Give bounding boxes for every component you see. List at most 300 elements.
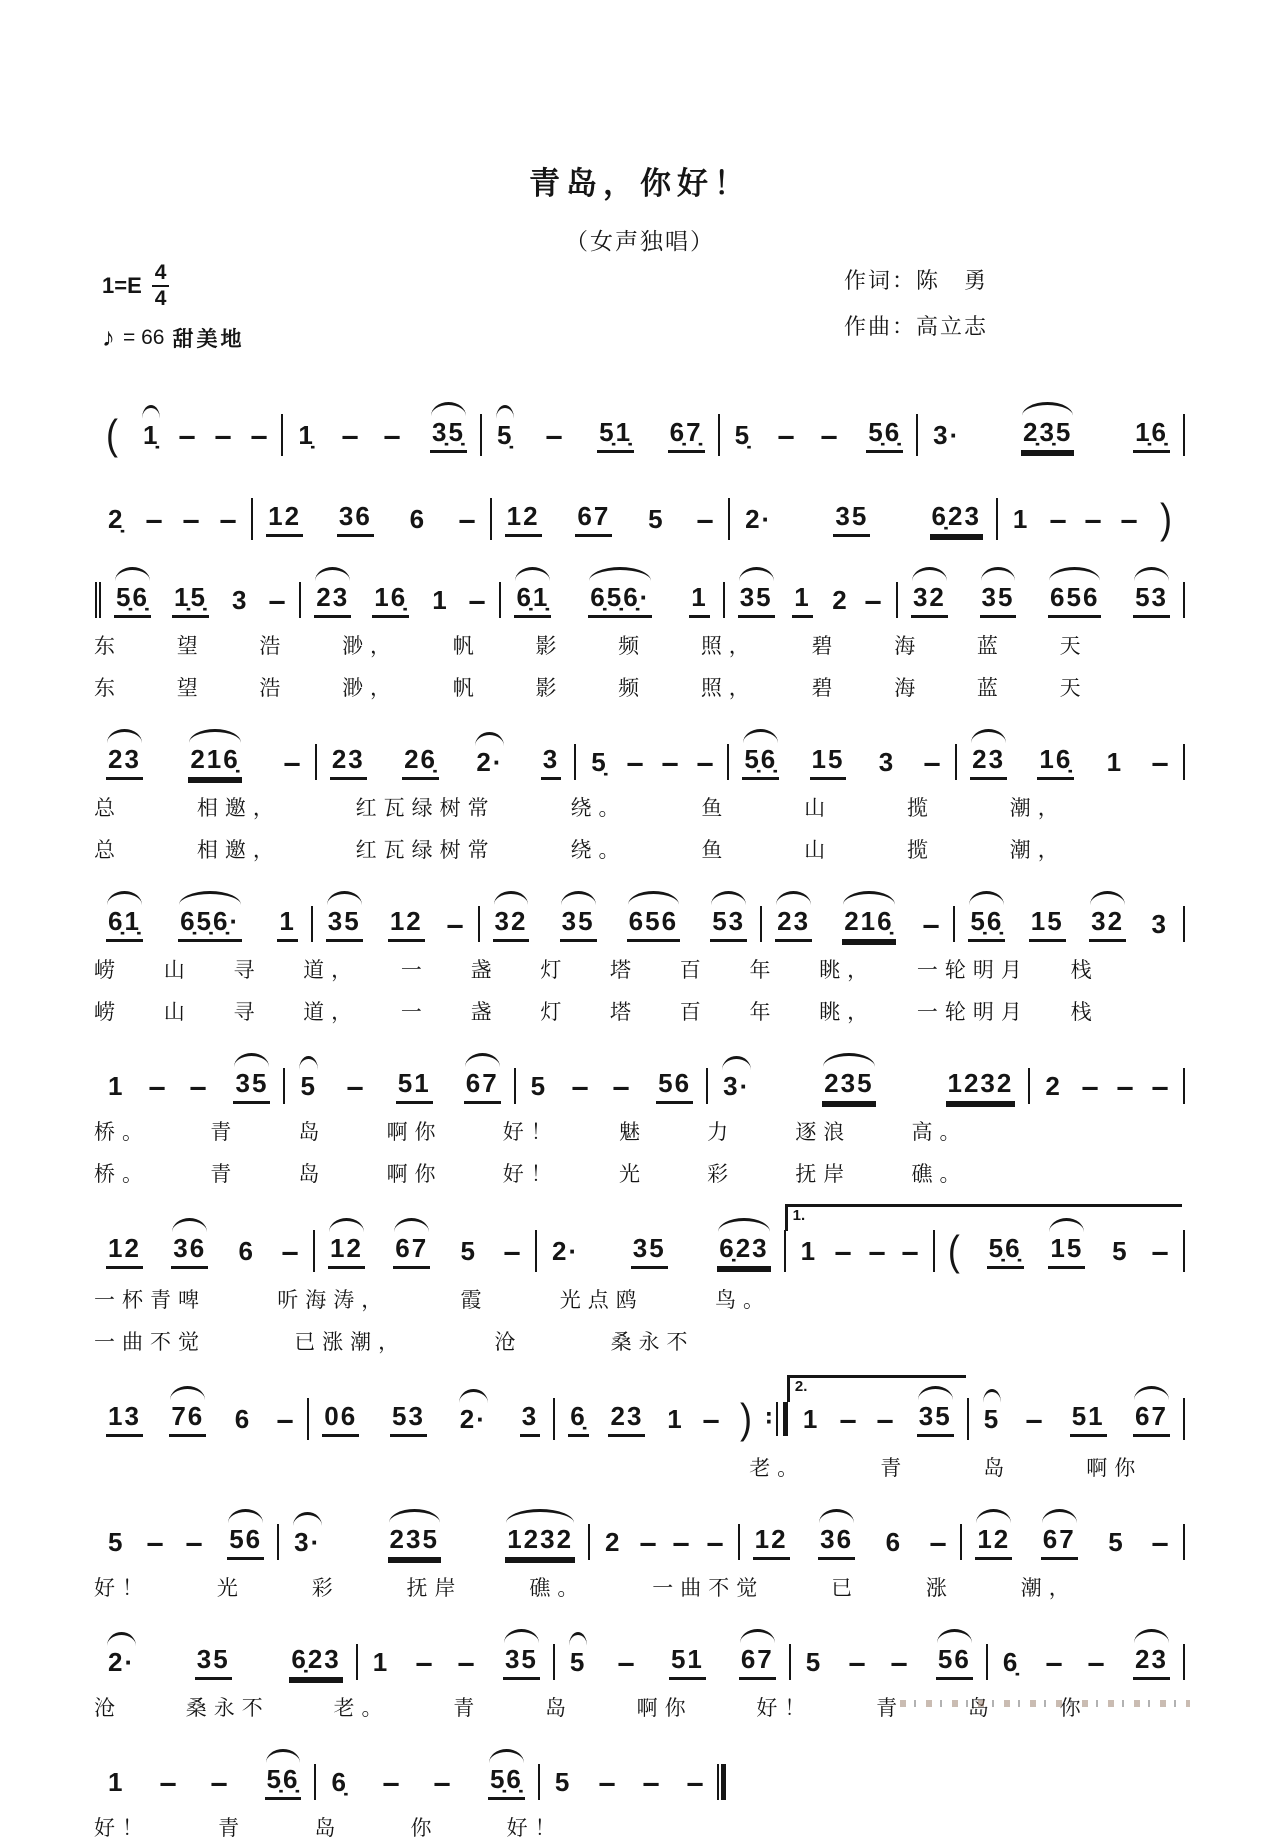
dash-note: - xyxy=(432,1766,457,1797)
volta-bracket xyxy=(787,1207,1182,1274)
note-group: 1̣5̣ xyxy=(172,582,209,618)
dash-note: - xyxy=(1079,1070,1105,1101)
measure xyxy=(94,906,310,942)
note-group: 53 xyxy=(390,1401,427,1437)
lyric-token: 灯 xyxy=(540,1001,569,1024)
note-group: 1 xyxy=(792,582,812,618)
lyric-token: 彩 xyxy=(707,1163,736,1186)
note-group: 2· xyxy=(552,1235,580,1266)
note-group: 5 xyxy=(460,1235,478,1266)
music-system xyxy=(94,1498,1186,1602)
barline xyxy=(1183,1068,1185,1104)
barline xyxy=(281,414,283,456)
barline xyxy=(315,744,317,780)
lyric-token: 青 xyxy=(453,1697,482,1720)
lyricist-credit: 作词：陈 勇 xyxy=(843,268,988,293)
barline xyxy=(1183,414,1185,456)
dash-note: - xyxy=(345,1070,370,1101)
lyrics-line xyxy=(94,792,1066,822)
measure xyxy=(517,1068,705,1104)
measure xyxy=(956,906,1182,942)
dash-note: - xyxy=(616,1646,641,1677)
note-group: 3 xyxy=(520,1401,540,1437)
note-group: 23 xyxy=(608,1401,645,1437)
lyric-token: 盏 xyxy=(470,1001,499,1024)
note-group: 2̣3̣5 xyxy=(1021,417,1074,453)
note-group: 23 xyxy=(970,744,1007,780)
lyric-token: 崂 xyxy=(94,959,122,982)
barline xyxy=(535,1230,537,1272)
barline xyxy=(478,906,480,942)
lyrics-line xyxy=(94,1284,771,1314)
barline xyxy=(480,414,482,456)
note-group: 32 xyxy=(911,582,948,618)
note-group: 5 xyxy=(648,503,665,534)
barline xyxy=(1183,582,1185,618)
note-group: 23 xyxy=(1133,1644,1170,1680)
lyric-token: 频 xyxy=(618,635,647,658)
measure xyxy=(318,744,573,780)
lyric-token: 青 xyxy=(880,1457,909,1480)
tempo-expression: 甜美地 xyxy=(172,327,245,351)
lyrics-line xyxy=(94,630,1088,660)
lyric-token: 灯 xyxy=(540,959,569,982)
barline xyxy=(996,498,998,540)
measure xyxy=(483,417,717,453)
lyric-token: 岛 xyxy=(983,1457,1012,1480)
lyric-token: 山 xyxy=(163,959,192,982)
lyric-token: 东 xyxy=(94,635,122,658)
lyric-token: 潮， xyxy=(1009,797,1066,820)
note-group: 6̣23 xyxy=(717,1233,770,1269)
note-group: 3̣5̣ xyxy=(430,417,467,453)
lyric-token: 沧 xyxy=(494,1331,523,1354)
lyric-token: 山 xyxy=(163,1001,192,1024)
note-group: 5̣6̣ xyxy=(742,744,779,780)
lyric-token: 沧 xyxy=(94,1697,122,1720)
lyric-token: 影 xyxy=(535,635,564,658)
measure xyxy=(94,1524,276,1560)
dash-note: - xyxy=(1085,1646,1111,1677)
note-group: 5̣6̣ xyxy=(488,1764,525,1800)
lyric-token: 绕。 xyxy=(570,839,627,862)
note-group: 1 xyxy=(108,1766,125,1797)
dash-note: - xyxy=(684,1766,710,1797)
lyric-token: 好！ xyxy=(94,1817,150,1840)
barline xyxy=(728,498,730,540)
note-group: 12 xyxy=(975,1524,1012,1560)
lyric-token: 塔 xyxy=(610,1001,639,1024)
dash-note: - xyxy=(1150,1235,1175,1266)
lyric-token: 百 xyxy=(679,1001,708,1024)
lyric-token: 浩 xyxy=(259,635,288,658)
note-group: 6̣7̣ xyxy=(668,417,705,453)
meta-row xyxy=(94,258,1186,362)
lyric-token: 彩 xyxy=(311,1577,340,1600)
measure xyxy=(94,504,250,535)
lyric-token: 一 xyxy=(400,959,429,982)
lyric-token: 光 xyxy=(618,1163,647,1186)
lyric-token: 寻 xyxy=(233,1001,262,1024)
note-group: 1̣ xyxy=(298,419,315,450)
lyric-token: 红瓦绿树常 xyxy=(355,797,496,820)
note-group: 32 xyxy=(493,906,530,942)
note-group: 5 xyxy=(108,1526,125,1557)
note-group: 35 xyxy=(980,582,1017,618)
time-signature xyxy=(152,262,170,310)
lyric-token: 青 xyxy=(210,1163,239,1186)
dash-note: - xyxy=(183,1526,209,1557)
note-group: 32 xyxy=(1089,906,1126,942)
dash-note: - xyxy=(274,1403,300,1434)
lyrics-line xyxy=(94,1116,968,1146)
lyric-token: 青 xyxy=(210,1121,239,1144)
note-group: 26̣ xyxy=(402,744,439,780)
lyrics-line xyxy=(94,1326,695,1356)
lyric-token: 崂 xyxy=(94,1001,122,1024)
measure xyxy=(726,582,895,618)
lyric-token: 一 xyxy=(400,1001,429,1024)
measure xyxy=(284,417,479,453)
measure xyxy=(493,501,727,537)
dash-note: - xyxy=(502,1235,527,1266)
note-group: 1 xyxy=(667,1403,684,1434)
note-group: 56 xyxy=(656,1068,693,1104)
lyric-token: 逐浪 xyxy=(795,1121,852,1144)
lyrics-line xyxy=(94,1158,968,1188)
lyric-token: 鱼 xyxy=(701,839,730,862)
note-group: 1 xyxy=(802,1403,820,1434)
lyric-token: 总 xyxy=(94,839,122,862)
dash-note: - xyxy=(900,1235,925,1266)
note-group: 5̣ xyxy=(734,419,752,450)
lyric-token: 力 xyxy=(707,1121,736,1144)
lyric-token: 相邀， xyxy=(196,797,281,820)
dash-note: - xyxy=(838,1403,863,1434)
dash-note: - xyxy=(570,1070,595,1101)
notation-line xyxy=(94,1372,1186,1440)
note-group: 15 xyxy=(1029,906,1066,942)
note-group: 216̣ xyxy=(842,906,895,942)
note-group: 3· xyxy=(294,1526,322,1557)
barline xyxy=(738,1524,740,1560)
notation-line xyxy=(94,556,1186,618)
note-group: 2· xyxy=(459,1403,487,1434)
notation-line xyxy=(94,1498,1186,1560)
barline xyxy=(960,1524,962,1560)
dash-note: - xyxy=(382,419,407,450)
barline xyxy=(896,582,898,618)
dash-note: - xyxy=(1150,1526,1175,1557)
lyric-token: 啊你 xyxy=(386,1163,443,1186)
note-group: 53 xyxy=(1133,582,1170,618)
lyric-token: 影 xyxy=(535,677,564,700)
lyric-token: 桑永不 xyxy=(610,1331,695,1354)
note-group: 51 xyxy=(1070,1401,1107,1437)
dash-note: - xyxy=(147,1070,172,1101)
volta-label: 1. xyxy=(792,1207,806,1224)
lyrics-line xyxy=(94,672,1088,702)
barline xyxy=(760,906,762,942)
lyric-token: 啊你 xyxy=(1086,1457,1143,1480)
note-group: 12 xyxy=(753,1524,790,1560)
note-group: 36 xyxy=(818,1524,855,1560)
lyric-token: 蓝 xyxy=(976,677,1005,700)
note-group: 23 xyxy=(330,744,367,780)
barline xyxy=(299,582,301,618)
barline xyxy=(784,1230,786,1272)
note-group: 6̣23 xyxy=(289,1644,342,1680)
note-group: 36 xyxy=(171,1233,208,1269)
music-system xyxy=(94,718,1186,864)
lyric-token: 渺， xyxy=(342,635,399,658)
note-group: 1 xyxy=(1012,503,1030,534)
measure xyxy=(94,1068,282,1104)
lyric-token: 好！ xyxy=(502,1163,559,1186)
music-system xyxy=(94,1204,1186,1356)
measure xyxy=(556,1644,788,1680)
dash-note: - xyxy=(1023,1403,1049,1434)
barline xyxy=(706,1068,708,1104)
music-system xyxy=(94,472,1186,540)
lyric-token: 鸟。 xyxy=(715,1289,771,1312)
note-group: 67 xyxy=(393,1233,430,1269)
barline xyxy=(277,1524,279,1560)
note-group: 13 xyxy=(106,1401,143,1437)
note-group: 1̣ xyxy=(142,419,160,450)
dash-note: - xyxy=(1043,1646,1069,1677)
note-group: 5 xyxy=(569,1646,587,1677)
note-group: 5̣ xyxy=(496,419,514,450)
dash-note: - xyxy=(610,1070,636,1101)
lyric-token: 一轮明月 xyxy=(916,959,1029,982)
key-signature xyxy=(102,262,169,310)
measure xyxy=(314,906,477,942)
note-group: 1232 xyxy=(505,1524,575,1560)
note-group: 23 xyxy=(314,582,351,618)
note-group: 6̣1̣ xyxy=(514,582,551,618)
barline xyxy=(283,1068,285,1104)
dash-note: - xyxy=(187,1070,213,1101)
note-group: 76 xyxy=(169,1401,206,1437)
lyric-token: 光 xyxy=(216,1577,245,1600)
note-group: 6̣5̣6̣· xyxy=(588,582,652,618)
repeat-dots: ∶ xyxy=(766,1408,772,1430)
lyric-token: 好！ xyxy=(506,1817,563,1840)
measure xyxy=(787,1236,932,1267)
dash-note: - xyxy=(776,419,801,450)
note-group: 67 xyxy=(464,1068,501,1104)
lyric-token: 望 xyxy=(176,677,205,700)
lyric-token: 桑永不 xyxy=(185,1697,270,1720)
tempo-value: = 66 xyxy=(123,325,165,349)
measure xyxy=(792,1644,985,1680)
dash-note: - xyxy=(339,419,365,450)
lyric-token: 桥。 xyxy=(94,1121,150,1144)
measure xyxy=(763,906,952,942)
note-group: 6 xyxy=(885,1526,903,1557)
music-system xyxy=(94,556,1186,702)
dash-note: - xyxy=(659,746,685,777)
lyric-token: 山 xyxy=(804,797,833,820)
barline xyxy=(1183,1524,1185,1560)
paren: ) xyxy=(739,1394,754,1442)
note-group: 56 xyxy=(936,1644,973,1680)
lyric-token: 年 xyxy=(749,1001,778,1024)
measure xyxy=(310,1401,552,1437)
note-group: 1 xyxy=(372,1646,390,1677)
barline xyxy=(313,1230,315,1272)
barline xyxy=(789,1644,791,1680)
lyrics-line xyxy=(749,1452,1142,1482)
note-group: 656 xyxy=(627,906,680,942)
note-group: 12 xyxy=(106,1233,143,1269)
note-group: 5̣6̣ xyxy=(866,417,903,453)
barline xyxy=(1183,1230,1185,1272)
lyric-token: 红瓦绿树常 xyxy=(355,839,496,862)
note-group: 06 xyxy=(322,1401,359,1437)
dash-note: - xyxy=(875,1403,900,1434)
note-group: 56 xyxy=(227,1524,264,1560)
lyric-token: 渺， xyxy=(342,677,399,700)
measure xyxy=(254,501,488,537)
measure xyxy=(958,744,1182,780)
note-group: 67 xyxy=(739,1644,776,1680)
note-group: 6̣23 xyxy=(930,501,983,537)
music-system xyxy=(94,1372,1186,1482)
dash-note: - xyxy=(1047,503,1073,534)
lyric-token: 帆 xyxy=(452,635,481,658)
barline xyxy=(1183,906,1185,942)
barline xyxy=(95,582,97,618)
measure xyxy=(317,1764,536,1800)
note-group: 3 xyxy=(541,744,561,780)
lyric-token: 海 xyxy=(894,635,923,658)
lyric-token: 岛 xyxy=(298,1163,327,1186)
barline xyxy=(1183,1644,1185,1680)
measure xyxy=(94,1401,306,1437)
lyrics-line xyxy=(94,1572,1077,1602)
lyric-token: 霞 xyxy=(460,1289,489,1312)
lyric-token: 一轮明月 xyxy=(916,1001,1029,1024)
watermark xyxy=(900,1700,1190,1707)
note-group: 5 xyxy=(805,1646,823,1677)
lyric-token: 老。 xyxy=(749,1457,806,1480)
measure xyxy=(359,1644,552,1680)
measure xyxy=(316,1233,534,1269)
lyric-token: 抚岸 xyxy=(406,1577,463,1600)
note-group: 3 xyxy=(1151,908,1168,939)
note-group: 12 xyxy=(505,501,542,537)
barline xyxy=(1028,1068,1030,1104)
notation-line xyxy=(94,1738,727,1800)
tempo-marking xyxy=(102,322,244,353)
dash-note: - xyxy=(218,503,244,534)
barline xyxy=(717,1764,719,1800)
barline xyxy=(723,582,725,618)
note-group: 1 xyxy=(277,906,297,942)
barline xyxy=(955,744,957,780)
note-group: 5 xyxy=(1112,1235,1129,1266)
note-group: 6̣5̣6̣· xyxy=(178,906,242,942)
note-group: 1 xyxy=(108,1070,125,1101)
lyrics-line xyxy=(94,1812,563,1842)
measure xyxy=(94,1764,313,1800)
barline xyxy=(916,414,918,456)
lyric-token: 道， xyxy=(303,1001,360,1024)
note-group: 35 xyxy=(560,906,597,942)
note-group: 6̣ xyxy=(568,1401,588,1437)
lyric-token: 潮， xyxy=(1009,839,1066,862)
lyric-token: 好！ xyxy=(756,1697,813,1720)
dash-note: - xyxy=(846,1646,872,1677)
note-group: 12 xyxy=(328,1233,365,1269)
lyric-token: 鱼 xyxy=(701,797,730,820)
lyrics-line xyxy=(94,834,1066,864)
measure xyxy=(999,494,1186,542)
note-group: 67 xyxy=(1133,1401,1170,1437)
barline xyxy=(574,744,576,780)
note-group: 35 xyxy=(738,582,775,618)
note-group: 2 xyxy=(1045,1070,1062,1101)
lyric-token: 盏 xyxy=(470,959,499,982)
note-group: 35 xyxy=(326,906,363,942)
volta-bracket xyxy=(789,1378,966,1437)
note-group: 35 xyxy=(833,501,870,537)
barline xyxy=(553,1644,555,1680)
barline xyxy=(721,1764,726,1800)
barline xyxy=(986,1644,988,1680)
lyrics-line xyxy=(94,996,1099,1026)
note-group: 23 xyxy=(106,744,143,780)
dash-note: - xyxy=(145,1526,170,1557)
lyric-token: 光点鸥 xyxy=(559,1289,644,1312)
note-group: 12 xyxy=(266,501,303,537)
note-group: 3· xyxy=(933,419,961,450)
lyric-token: 栈 xyxy=(1070,959,1099,982)
dash-note: - xyxy=(544,419,569,450)
measure xyxy=(936,1226,1182,1274)
lyric-token: 天 xyxy=(1059,677,1088,700)
barline xyxy=(514,1068,516,1104)
lyric-token: 海 xyxy=(894,677,923,700)
music-system xyxy=(94,1042,1186,1188)
lyric-token: 绕。 xyxy=(570,797,627,820)
lyric-token: 已涨潮， xyxy=(294,1331,407,1354)
lyric-token: 山 xyxy=(804,839,833,862)
note-group: 235 xyxy=(822,1068,875,1104)
paren: ( xyxy=(106,410,120,458)
dash-note: - xyxy=(888,1646,914,1677)
dash-note: - xyxy=(1150,1070,1175,1101)
lyrics-line xyxy=(94,954,1099,984)
note-group: 5̣1̣ xyxy=(597,417,634,453)
key-label: 1=E xyxy=(102,273,142,299)
barline xyxy=(553,1398,555,1440)
lyric-token: 照， xyxy=(700,677,757,700)
dash-note: - xyxy=(266,584,292,615)
note-group: 51 xyxy=(669,1644,706,1680)
measure xyxy=(286,1068,512,1104)
barline xyxy=(967,1398,969,1440)
note-group: 6̣ xyxy=(331,1766,348,1797)
time-signature-top: 4 xyxy=(152,262,170,287)
lyric-token: 蓝 xyxy=(976,635,1005,658)
composer-credit: 作曲：高立志 xyxy=(843,314,988,340)
note-group: 1̣6̣ xyxy=(1133,417,1170,453)
notation-line xyxy=(94,472,1186,540)
note-group: 23 xyxy=(775,906,812,942)
